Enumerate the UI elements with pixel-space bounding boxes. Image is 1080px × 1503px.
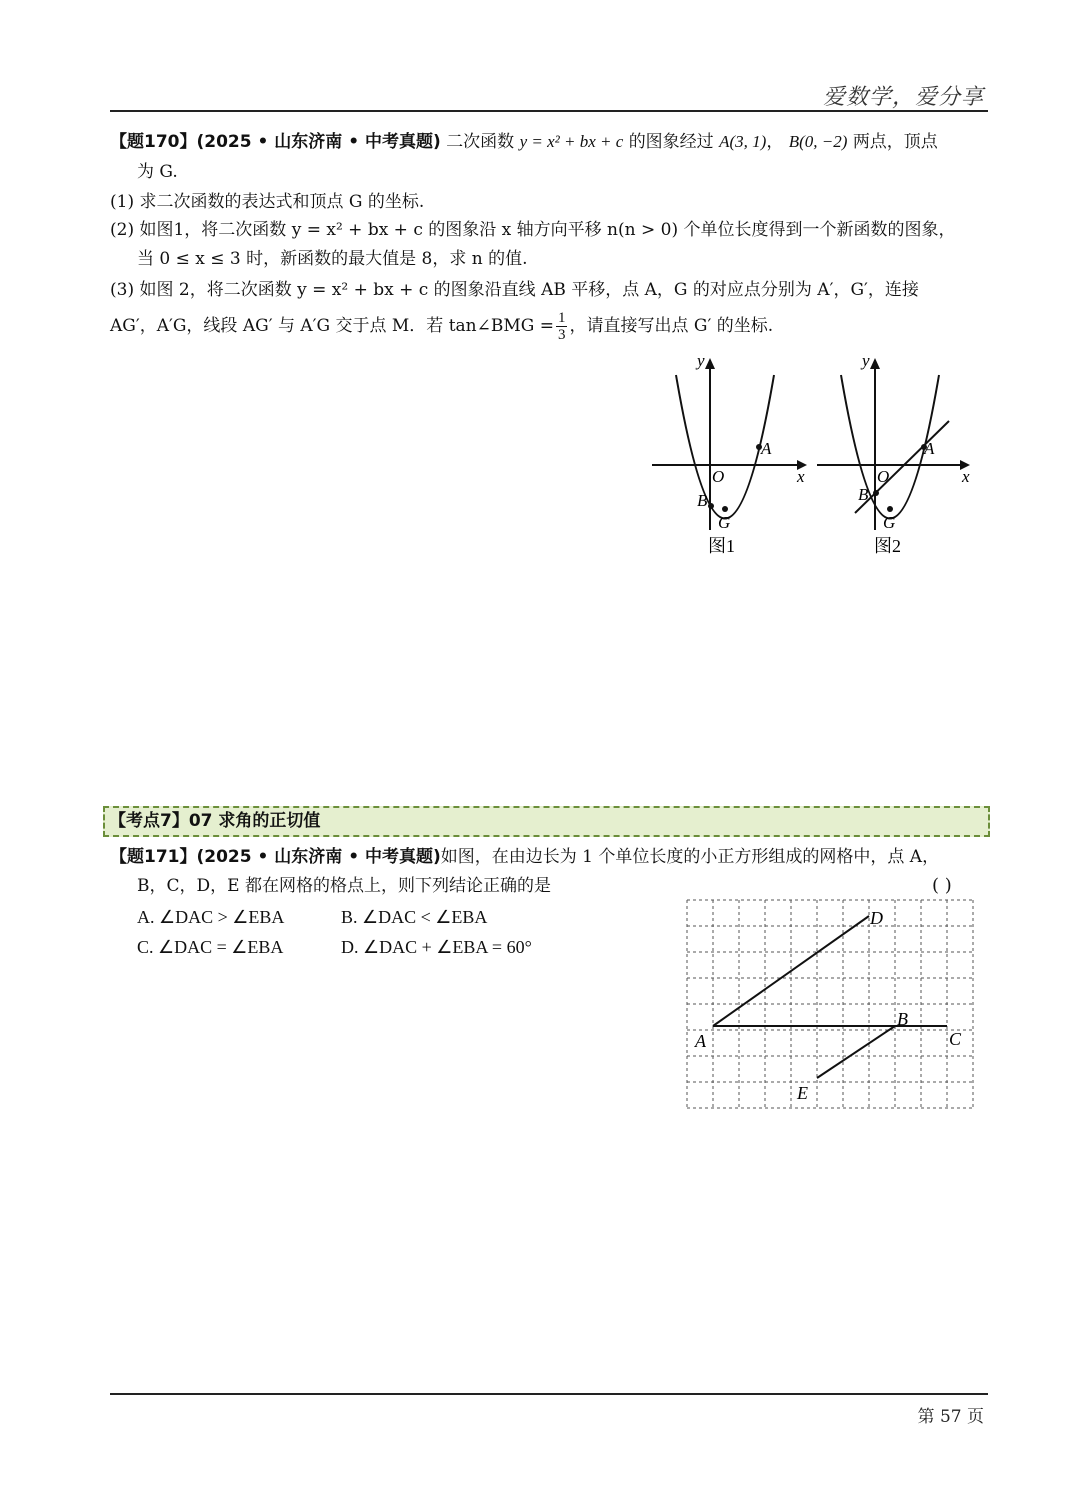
fig1-label-y: y [697, 351, 705, 370]
grid-label-e: E [797, 1083, 808, 1103]
q171-source: (2025 • 山东济南 • 中考真题) [196, 847, 441, 867]
fig1-y-arrow-icon [705, 358, 715, 369]
grid-lines [687, 900, 973, 1108]
fig2-label-x: x [962, 467, 970, 486]
fig2-y-arrow-icon [870, 358, 880, 369]
kaodian-heading [103, 806, 990, 837]
fig2-line-ab [855, 421, 949, 513]
q171-option-b: B. ∠DAC < ∠EBA [341, 907, 488, 927]
fig2-label-a: A [924, 439, 935, 458]
grid-figure [675, 890, 985, 1115]
fig1-point-b [708, 503, 714, 509]
q170-part-3-line-2a: AG′，A′G，线段 AG′ 与 A′G 交于点 M．若 tan∠BMG = [110, 316, 554, 336]
q171-stem-line-1: 如图，在由边长为 1 个单位长度的小正方形组成的网格中，点 A， [440, 847, 940, 867]
fig2-label-o: O [877, 467, 890, 486]
q171-line-1 [110, 842, 939, 872]
q171-stem-line-2: B，C，D，E 都在网格的格点上，则下列结论正确的是 [137, 876, 551, 896]
fig1-point-g [722, 506, 728, 512]
grid-label-c: C [949, 1029, 962, 1049]
fig1-label-g: G [718, 513, 731, 532]
q170-two-points: 两点，顶点 [852, 132, 938, 152]
grid-label-d: D [870, 908, 883, 928]
grid-label-a: A [695, 1031, 706, 1051]
q171-option-c: C. ∠DAC = ∠EBA [137, 937, 284, 957]
segment-eb [817, 1026, 895, 1078]
q170-point-b: B(0, −2) [788, 132, 848, 151]
q170-passes-text: 的图象经过 [628, 132, 714, 152]
fig1-label-o: O [712, 467, 725, 486]
q170-function: y = x² + bx + c [519, 132, 624, 151]
header-rule [110, 110, 988, 112]
q170-tag: 【题170】 [110, 132, 197, 152]
q171-option-d: D. ∠DAC + ∠EBA = 60° [341, 937, 532, 957]
fig1-caption: 图1 [708, 536, 735, 556]
q170-line-1: 【题170】(2025 • 山东济南 • 中考真题) 二次函数 y = x² + bx + c 的图象经过 A(3, 1)， B(0, −2) 两点，顶点 [110, 132, 938, 152]
q170-part-1: (1) 求二次函数的表达式和顶点 G 的坐标. [110, 192, 425, 212]
q171-option-a: A. ∠DAC > ∠EBA [137, 907, 285, 927]
fig1-label-x: x [797, 467, 805, 486]
q171-answer-bracket: ( ) [932, 875, 952, 896]
fig2-label-b: B [858, 485, 869, 504]
q170-part-3-line-2 [110, 310, 773, 343]
header-slogan: 爱数学，爱分享 [822, 85, 984, 110]
q170-part-3-line-1: (3) 如图 2，将二次函数 y = x² + bx + c 的图象沿直线 AB 平移，点 A，G 的对应点分别为 A′，G′，连接 [110, 280, 919, 300]
figure-2 [810, 350, 980, 565]
grid-label-b: B [897, 1009, 908, 1029]
q170-vertex-line: 为 G. [137, 162, 178, 182]
q170-source: (2025 • 山东济南 • 中考真题) [196, 132, 441, 152]
fig2-caption: 图2 [874, 536, 901, 556]
q170-part-2-line-1: (2) 如图1，将二次函数 y = x² + bx + c 的图象沿 x 轴方向平移 n(n > 0) 个单位长度得到一个新函数的图象， [110, 220, 956, 240]
kaodian-label: 【考点7】07 求角的正切值 [109, 811, 321, 831]
fig1-label-b: B [697, 491, 708, 510]
footer-rule [110, 1393, 988, 1395]
figure-1 [645, 350, 815, 565]
q170-fraction-numerator: 1 [557, 310, 566, 326]
page-number: 第 57 页 [917, 1407, 984, 1427]
q170-fraction [556, 310, 568, 343]
q170-stem-text: 二次函数 [446, 132, 515, 152]
q170-point-a: A(3, 1) [719, 132, 767, 151]
fig2-label-y: y [862, 351, 870, 370]
q171-tag: 【题171】 [110, 847, 197, 867]
fig2-point-b [873, 490, 879, 496]
q170-fraction-denominator: 3 [557, 327, 566, 343]
fig2-point-g [887, 506, 893, 512]
fig1-label-a: A [761, 439, 772, 458]
fig2-label-g: G [883, 513, 896, 532]
q170-part-2-line-2: 当 0 ≤ x ≤ 3 时，新函数的最大值是 8，求 n 的值. [137, 249, 528, 269]
q170-part-3-line-2b: ，请直接写出点 G′ 的坐标. [569, 316, 774, 336]
